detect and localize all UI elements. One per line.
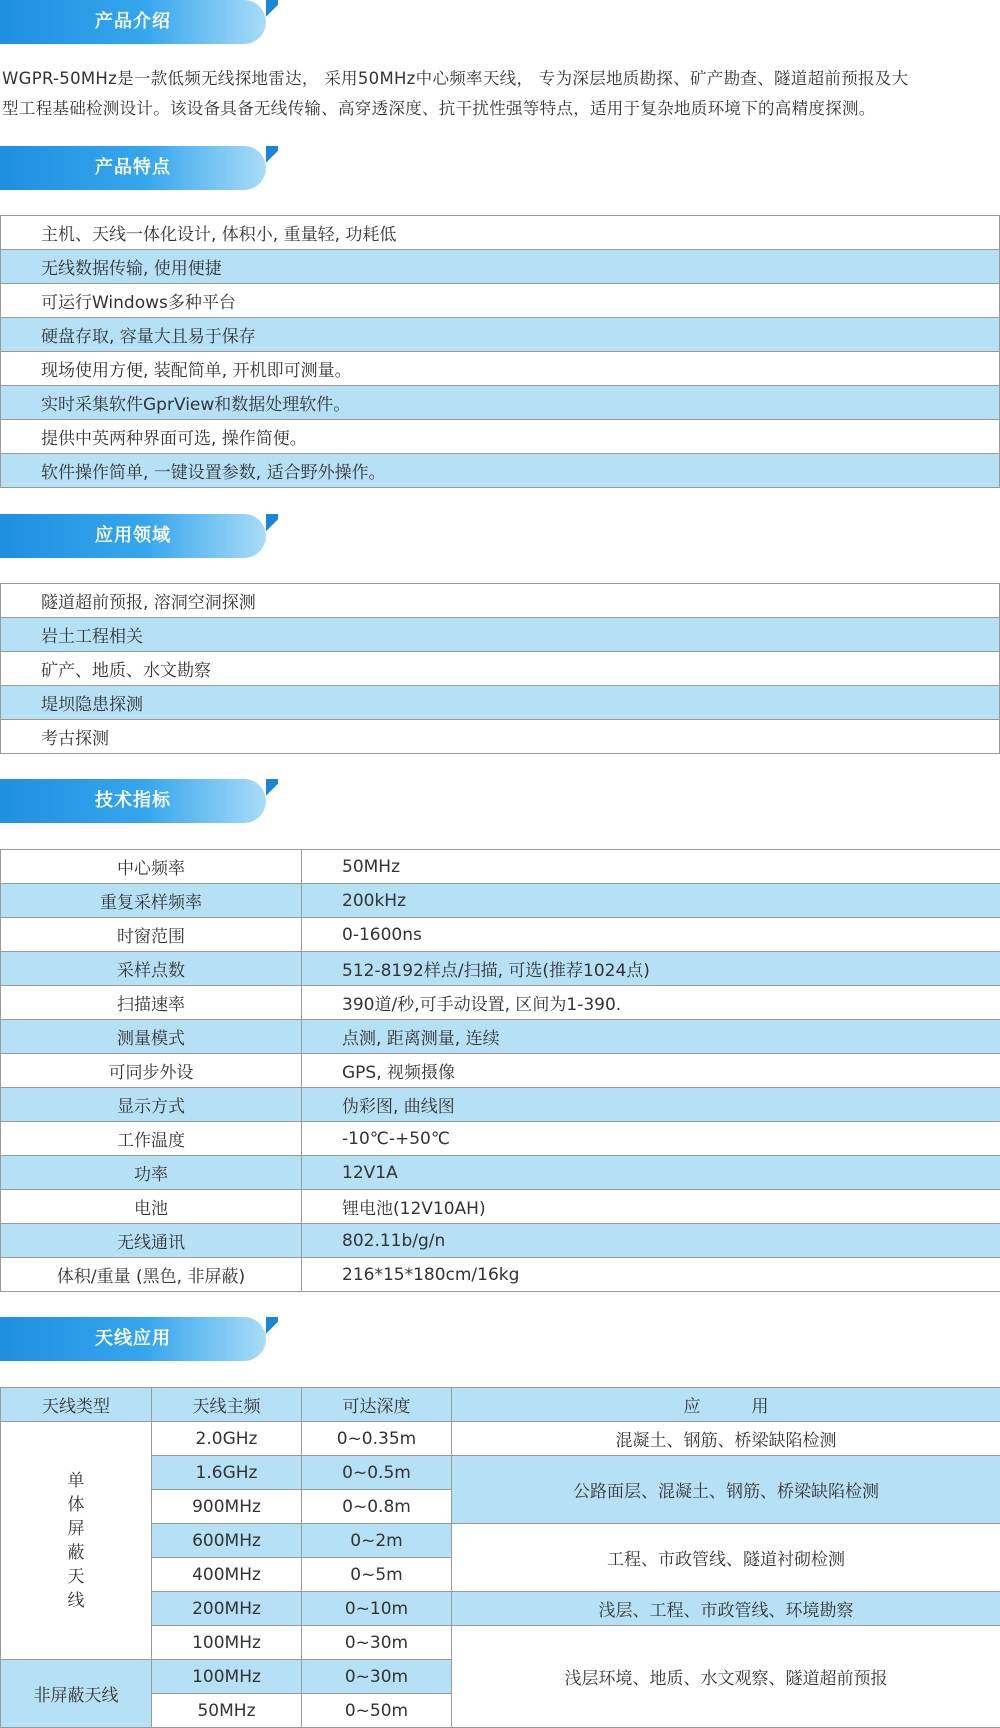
antenna-freq: 400MHz (152, 1558, 302, 1592)
list-item (1, 352, 1000, 386)
table-row (1, 918, 1000, 952)
table-row (1, 1422, 1000, 1456)
antenna-depth: 0~10m (302, 1592, 452, 1626)
spec-key: 无线通讯 (1, 1224, 302, 1258)
antenna-depth: 0~30m (302, 1660, 452, 1694)
column-header: 天线类型 (1, 1388, 152, 1422)
feature-text: 主机、天线一体化设计, 体积小, 重量轻, 功耗低 (1, 216, 1000, 250)
list-item (1, 284, 1000, 318)
spec-key: 可同步外设 (1, 1054, 302, 1088)
spec-value: 0-1600ns (302, 918, 1000, 952)
antenna-freq: 900MHz (152, 1490, 302, 1524)
table-row (1, 1054, 1000, 1088)
application-text: 堤坝隐患探测 (1, 686, 1000, 720)
antenna-freq: 1.6GHz (152, 1456, 302, 1490)
table-row (1, 1224, 1000, 1258)
intro-line: 型工程基础检测设计。该设备具备无线传输、高穿透深度、抗干扰性强等特点，适用于复杂地质环境下的高精度探测。 (2, 99, 876, 118)
table-row (1, 986, 1000, 1020)
spec-value: GPS, 视频摄像 (302, 1054, 1000, 1088)
spec-value: 点测, 距离测量, 连续 (302, 1020, 1000, 1054)
spec-key: 中心频率 (1, 850, 302, 884)
antenna-freq: 50MHz (152, 1694, 302, 1728)
table-row (1, 1190, 1000, 1224)
column-header: 可达深度 (302, 1388, 452, 1422)
list-item (1, 584, 1000, 618)
spec-key: 电池 (1, 1190, 302, 1224)
spec-key: 重复采样频率 (1, 884, 302, 918)
antenna-depth: 0~2m (302, 1524, 452, 1558)
list-item (1, 420, 1000, 454)
section-title: 应用领域 (95, 525, 171, 546)
feature-text: 现场使用方便, 装配简单, 开机即可测量。 (1, 352, 1000, 386)
application-text: 矿产、地质、水文勘察 (1, 652, 1000, 686)
table-row (1, 1156, 1000, 1190)
antenna-use: 混凝土、钢筋、桥梁缺陷检测 (452, 1422, 1000, 1456)
table-header-row (1, 1388, 1000, 1422)
feature-text: 硬盘存取, 容量大且易于保存 (1, 318, 1000, 352)
section-header-applications (0, 514, 280, 558)
application-text: 考古探测 (1, 720, 1000, 754)
list-item (1, 618, 1000, 652)
feature-text: 可运行Windows多种平台 (1, 284, 1000, 318)
list-item (1, 652, 1000, 686)
table-row (1, 1088, 1000, 1122)
section-title: 产品特点 (95, 157, 171, 178)
antenna-freq: 100MHz (152, 1626, 302, 1660)
antenna-table (0, 1387, 1000, 1728)
section-header-features (0, 146, 280, 190)
spec-value: 802.11b/g/n (302, 1224, 1000, 1258)
antenna-depth: 0~0.8m (302, 1490, 452, 1524)
section-title: 天线应用 (95, 1328, 171, 1349)
antenna-depth: 0~0.5m (302, 1456, 452, 1490)
feature-text: 软件操作简单, 一键设置参数, 适合野外操作。 (1, 454, 1000, 488)
list-item (1, 686, 1000, 720)
spec-value: 512-8192样点/扫描, 可选(推荐1024点) (302, 952, 1000, 986)
specs-table (0, 849, 1000, 1292)
table-row (1, 884, 1000, 918)
feature-text: 提供中英两种界面可选, 操作简便。 (1, 420, 1000, 454)
spec-value: 50MHz (302, 850, 1000, 884)
application-text: 隧道超前预报, 溶洞空洞探测 (1, 584, 1000, 618)
antenna-freq: 200MHz (152, 1592, 302, 1626)
antenna-depth: 0~0.35m (302, 1422, 452, 1456)
antenna-type-shielded: 单 体 屏 蔽 天 线 (1, 1422, 152, 1660)
antenna-freq: 2.0GHz (152, 1422, 302, 1456)
table-row (1, 1020, 1000, 1054)
section-header-specs (0, 779, 280, 823)
antenna-depth: 0~30m (302, 1626, 452, 1660)
antenna-freq: 100MHz (152, 1660, 302, 1694)
spec-key: 测量模式 (1, 1020, 302, 1054)
section-title: 技术指标 (95, 790, 171, 811)
spec-value: 216*15*180cm/16kg (302, 1258, 1000, 1292)
list-item (1, 216, 1000, 250)
antenna-depth: 0~50m (302, 1694, 452, 1728)
list-item (1, 386, 1000, 420)
section-header-intro (0, 0, 280, 44)
list-item (1, 318, 1000, 352)
spec-key: 时窗范围 (1, 918, 302, 952)
antenna-freq: 600MHz (152, 1524, 302, 1558)
spec-value: 200kHz (302, 884, 1000, 918)
spec-key: 显示方式 (1, 1088, 302, 1122)
spec-key: 扫描速率 (1, 986, 302, 1020)
list-item (1, 454, 1000, 488)
spec-key: 工作温度 (1, 1122, 302, 1156)
table-row (1, 850, 1000, 884)
features-table (0, 215, 1000, 488)
spec-key: 采样点数 (1, 952, 302, 986)
intro-paragraph (2, 64, 998, 124)
spec-value: -10℃-+50℃ (302, 1122, 1000, 1156)
antenna-use: 工程、市政管线、隧道衬砌检测 (452, 1524, 1000, 1592)
table-row (1, 1258, 1000, 1292)
antenna-depth: 0~5m (302, 1558, 452, 1592)
table-row (1, 952, 1000, 986)
feature-text: 无线数据传输, 使用便捷 (1, 250, 1000, 284)
intro-line: WGPR-50MHz是一款低频无线探地雷达， 采用50MHz中心频率天线， 专为深层地质勘探、矿产勘查、隧道超前预报及大 (2, 69, 909, 88)
spec-key: 体积/重量 (黑色, 非屏蔽) (1, 1258, 302, 1292)
antenna-type-unshielded: 非屏蔽天线 (1, 1660, 152, 1728)
spec-key: 功率 (1, 1156, 302, 1190)
list-item (1, 720, 1000, 754)
spec-value: 伪彩图, 曲线图 (302, 1088, 1000, 1122)
application-text: 岩土工程相关 (1, 618, 1000, 652)
spec-value: 12V1A (302, 1156, 1000, 1190)
antenna-use: 浅层环境、地质、水文观察、隧道超前预报 (452, 1626, 1000, 1728)
table-row (1, 1122, 1000, 1156)
spec-value: 锂电池(12V10AH) (302, 1190, 1000, 1224)
list-item (1, 250, 1000, 284)
antenna-use: 浅层、工程、市政管线、环境勘察 (452, 1592, 1000, 1626)
antenna-use: 公路面层、混凝土、钢筋、桥梁缺陷检测 (452, 1456, 1000, 1524)
spec-value: 390道/秒,可手动设置, 区间为1-390. (302, 986, 1000, 1020)
applications-table (0, 583, 1000, 754)
section-header-antenna (0, 1317, 280, 1361)
column-header: 应 用 (452, 1388, 1000, 1422)
feature-text: 实时采集软件GprView和数据处理软件。 (1, 386, 1000, 420)
section-title: 产品介绍 (95, 11, 171, 32)
column-header: 天线主频 (152, 1388, 302, 1422)
